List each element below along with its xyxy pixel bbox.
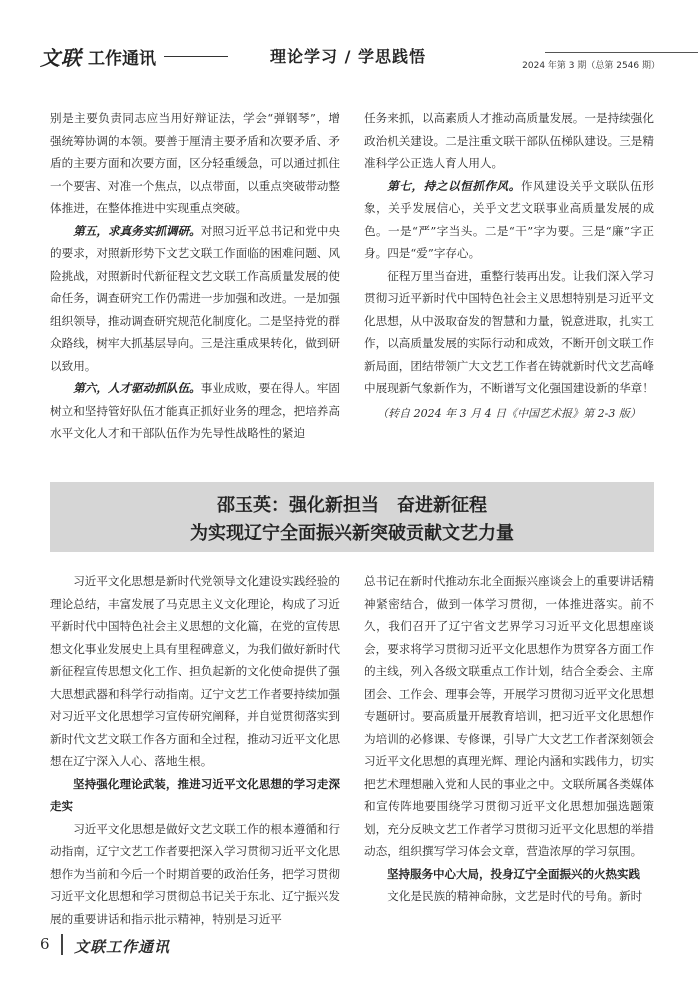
- paragraph: 习近平文化思想是新时代党领导文化建设实践经验的理论总结，丰富发展了马克思主义文化理论，构成了习近平新时代中国特色社会主义思想的文化篇，在党的宣传思想文化事业发展史上具有里程碑意义，为我们做好新时代新征程宣传思想文化工作、担负起新的文化使命提供了强大思想武器和科学行动指南。辽宁文艺工作者要持续加强对习近平文化思想学习宣传研究阐释，并自觉贯彻落实到新时代文艺文联工作各方面和全过程，推动习近平文化思想在辽宁深入人心、落地生根。: [50, 574, 340, 768]
- paragraph: 任务来抓，以高素质人才推动高质量发展。一是持续强化政治机关建设。二是注重文联干部队伍梯队建设。三是精准科学公正选人育人用人。: [364, 111, 654, 170]
- page-number: 6: [40, 935, 50, 953]
- brand-logo: 文联: [40, 46, 82, 70]
- paragraph: 文化是民族的精神命脉，文艺是时代的号角。新时: [387, 889, 643, 903]
- subheading: 坚持服务中心大局，投身辽宁全面振兴的火热实践: [387, 866, 640, 881]
- footer-divider: [61, 934, 63, 955]
- article2-column-left: [50, 570, 340, 930]
- paragraph-body: 事业成败，要在得人。牢固树立和坚持管好队伍才能真正抓好业务的理念，把培养高水平文化人才和干部队伍作为先导性战略性的紧迫: [50, 381, 340, 440]
- article-title-line2: 为实现辽宁全面振兴新突破贡献文艺力量: [190, 523, 514, 544]
- paragraph-lead: 第六，人才驱动抓队伍。: [73, 381, 201, 395]
- section-title: 理论学习 / 学思践悟: [270, 47, 426, 66]
- source-credit: （转自 2024 年 3 月 4 日《中国艺术报》第 2-3 版）: [377, 406, 641, 420]
- paragraph-body: 作风建设关乎文联队伍形象，关乎发展信心，关乎文艺文联事业高质量发展的成色。一是“严”字当头。二是“干”字为要。三是“廉”字正身。四是“爱”字存心。: [364, 178, 654, 260]
- paragraph: 征程万里当奋进，重整行装再出发。让我们深入学习贯彻习近平新时代中国特色社会主义思想特别是习近平文化思想，从中汲取奋发的智慧和力量，锐意进取，扎实工作，以高质量发展的实际行动和成效，不断开创文联工作新局面，团结带领广大文艺工作者在铸就新时代文艺高峰中展现新气象新作为，不断谱写文化强国建设新的华章！: [364, 268, 654, 395]
- article1-column-right: [364, 107, 654, 425]
- paragraph: 总书记在新时代推动东北全面振兴座谈会上的重要讲话精神紧密结合，做到一体学习贯彻，一体推进落实。前不久，我们召开了辽宁省文艺界学习习近平文化思想座谈会，要求将学习贯彻习近平文化思想作为贯穿各方面工作的主线，列入各级文联重点工作计划，结合全委会、主席团会、工作会、理事会等，开展学习贯彻习近平文化思想专题研讨。要高质量开展教育培训，把习近平文化思想作为培训的必修课、专修课，引导广大文艺工作者深刻领会习近平文化思想的真理光辉、理论内涵和实践伟力，切实把艺术理想融入党和人民的事业之中。文联所属各类媒体和宣传阵地要围绕学习贯彻习近平文化思想加强选题策划，充分反映文艺工作者学习贯彻习近平文化思想的举措动态，组织撰写学习体会文章，营造浓厚的学习氛围。: [364, 574, 654, 858]
- article2-column-right: [364, 570, 654, 908]
- article-title-banner: [50, 482, 654, 552]
- paragraph: [50, 377, 340, 445]
- brand-name: 工作通讯: [88, 49, 156, 69]
- header-rule: [545, 52, 698, 53]
- paragraph: 别是主要负责同志应当用好辩证法，学会“弹钢琴”，增强统筹协调的本领。要善于厘清主要矛盾和次要矛盾、矛盾的主要方面和次要方面，区分轻重缓急，可以通过抓住一个要害、对准一个焦点，以点带面，以重点突破带动整体推进，在整体推进中实现重点突破。: [50, 111, 340, 215]
- paragraph-lead: 第五，求真务实抓调研。: [73, 223, 201, 238]
- subheading: 坚持强化理论武装，推进习近平文化思想的学习走深走实: [50, 776, 340, 813]
- paragraph: [364, 175, 654, 265]
- paragraph-lead: 第七，持之以恒抓作风。: [387, 178, 521, 193]
- brand-rule: [164, 56, 228, 57]
- issue-number: 2024 年第 3 期（总第 2546 期）: [522, 61, 660, 71]
- footer-publication-name: 文联工作通讯: [74, 938, 171, 956]
- paragraph-body: 对照习近平总书记和党中央的要求，对照新形势下文艺文联工作面临的困难问题、风险挑战，对照新时代新征程文艺文联工作高质量发展的使命任务，调查研究工作仍需进一步加强和改进。一是加强组织领导，推动调查研究规范化制度化。二是坚持党的群众路线，树牢大抓基层导向。三是注重成果转化，做到研以致用。: [50, 223, 340, 373]
- paragraph: [50, 220, 340, 378]
- paragraph: 习近平文化思想是做好文艺文联工作的根本遵循和行动指南，辽宁文艺工作者要把深入学习贯彻习近平文化思想作为当前和今后一个时期首要的政治任务，把学习贯彻习近平文化思想和学习贯彻总书记关于东北、辽宁振兴发展的重要讲话和指示批示精神，特别是习近平: [50, 821, 340, 926]
- article-title-line1: 邵玉英：强化新担当 奋进新征程: [217, 495, 487, 516]
- page-header: [40, 40, 660, 70]
- article1-column-left: [50, 107, 340, 445]
